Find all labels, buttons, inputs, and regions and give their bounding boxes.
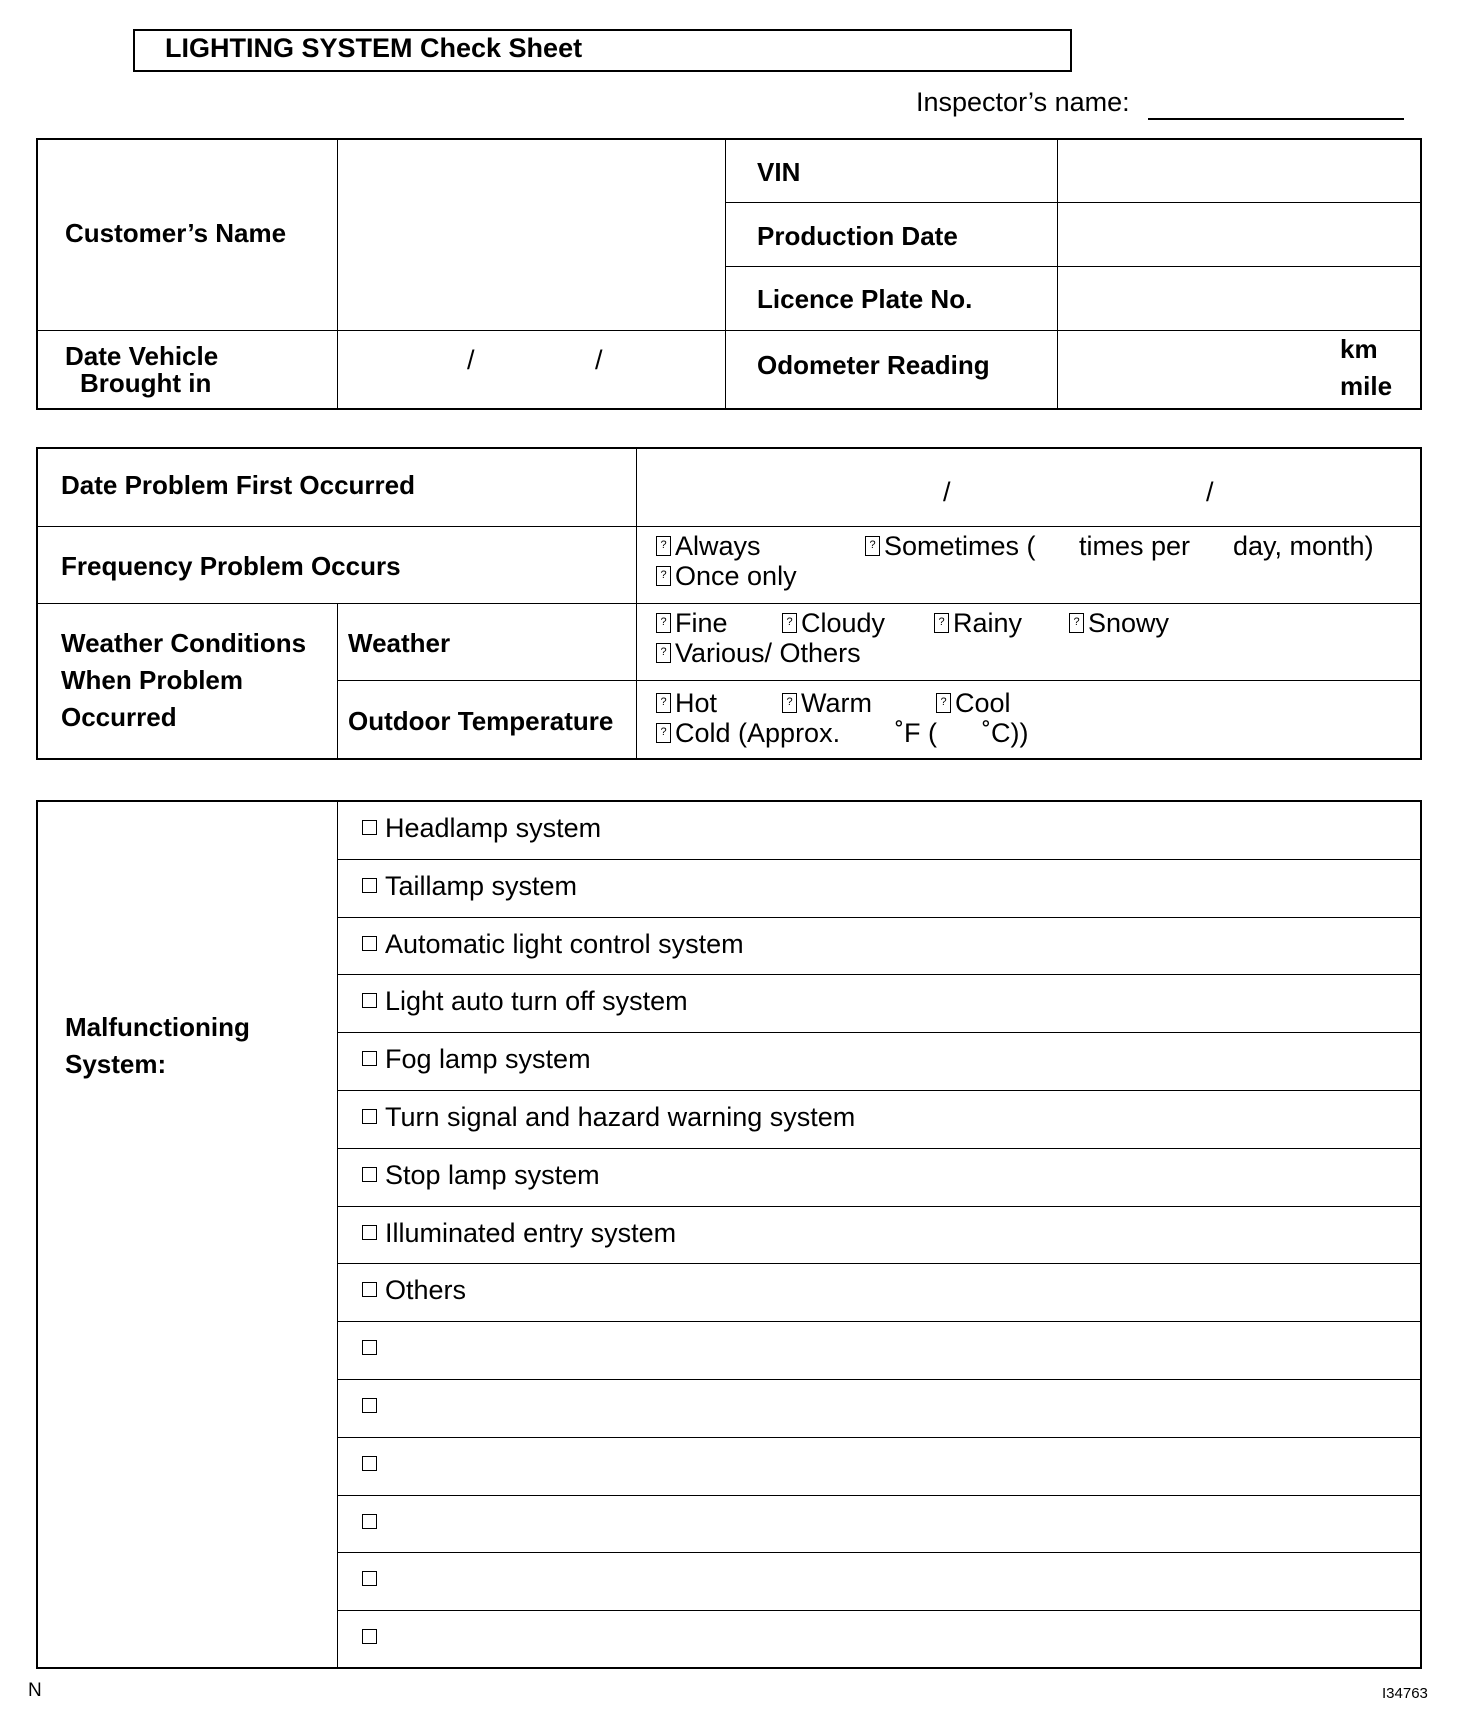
checkbox-icon[interactable] (362, 1456, 377, 1471)
divider (337, 1610, 1420, 1611)
temp-hot[interactable] (656, 688, 717, 719)
divider (337, 603, 338, 759)
freq-sometimes[interactable] (865, 531, 1036, 562)
divider (337, 1379, 1420, 1380)
freq-once[interactable] (656, 561, 797, 592)
divider (337, 801, 338, 1668)
malfunction-item-label: Turn signal and hazard warning system (385, 1102, 856, 1132)
divider (337, 1148, 1420, 1149)
malfunction-item[interactable] (362, 1507, 385, 1538)
divider (337, 1437, 1420, 1438)
malfunction-item[interactable] (362, 1391, 385, 1422)
divider (37, 330, 1420, 331)
malfunction-item-label: Illuminated entry system (385, 1218, 677, 1248)
malfunction-item[interactable] (362, 871, 577, 902)
weather-label: Weather (348, 628, 451, 658)
divider (1057, 139, 1058, 409)
malfunction-item[interactable] (362, 1102, 855, 1133)
checkbox-icon[interactable] (362, 1051, 377, 1066)
malfunctioning-label-1: Malfunctioning (65, 1012, 250, 1042)
divider (337, 1032, 1420, 1033)
malfunction-item[interactable] (362, 813, 601, 844)
checkbox-icon[interactable] (362, 1225, 377, 1240)
malfunction-item[interactable] (362, 986, 688, 1017)
checkbox-icon[interactable] (362, 1398, 377, 1413)
divider (337, 1206, 1420, 1207)
malfunction-item[interactable] (362, 1333, 385, 1364)
divider (337, 1263, 1420, 1264)
checkbox-icon[interactable] (362, 820, 377, 835)
freq-day-month: day, month) (1233, 531, 1374, 561)
temp-cool-label: Cool (955, 688, 1011, 718)
temp-warm[interactable] (782, 688, 872, 719)
vin-label: VIN (757, 157, 801, 187)
odometer-label: Odometer Reading (757, 350, 990, 380)
freq-times-per: times per (1079, 531, 1191, 561)
unit-mile: mile (1340, 371, 1393, 401)
malfunction-item-label: Stop lamp system (385, 1160, 600, 1190)
checkbox-icon[interactable] (362, 1629, 377, 1644)
footer-figure-code: I34763 (1382, 1685, 1428, 1702)
checkbox-icon[interactable]: ? (656, 613, 671, 633)
malfunction-item-label: Others (385, 1275, 467, 1305)
divider (37, 603, 1420, 604)
freq-sometimes-label: Sometimes ( (884, 531, 1036, 561)
divider (725, 202, 1420, 203)
malfunction-item-label: Headlamp system (385, 813, 602, 843)
weather-rainy-label: Rainy (953, 608, 1023, 638)
weather-conditions-label-2: When Problem (61, 665, 244, 695)
frequency-label: Frequency Problem Occurs (61, 551, 401, 581)
weather-fine[interactable] (656, 608, 728, 639)
divider (337, 974, 1420, 975)
checkbox-icon[interactable] (362, 1571, 377, 1586)
weather-cloudy-label: Cloudy (801, 608, 886, 638)
inspector-name-field[interactable] (1148, 118, 1404, 120)
checkbox-icon[interactable]: ? (782, 693, 797, 713)
customer-table (36, 138, 1422, 410)
malfunction-item-label: Taillamp system (385, 871, 578, 901)
checkbox-icon[interactable]: ? (656, 536, 671, 556)
checkbox-icon[interactable] (362, 1109, 377, 1124)
date-separator: / (595, 345, 603, 375)
footer-left-code: N (28, 1680, 42, 1701)
weather-conditions-label-1: Weather Conditions (61, 628, 307, 658)
checkbox-icon[interactable]: ? (782, 613, 797, 633)
date-separator: / (467, 345, 475, 375)
weather-conditions-label-3: Occurred (61, 702, 177, 732)
temp-cold[interactable] (656, 718, 840, 749)
temp-hot-label: Hot (675, 688, 718, 718)
weather-snowy-label: Snowy (1088, 608, 1170, 638)
page-title: LIGHTING SYSTEM Check Sheet (165, 33, 583, 63)
malfunction-item[interactable] (362, 1160, 600, 1191)
checkbox-icon[interactable]: ? (936, 693, 951, 713)
checkbox-icon[interactable]: ? (865, 536, 880, 556)
weather-various-label: Various/ Others (675, 638, 861, 668)
malfunction-item[interactable] (362, 1044, 591, 1075)
divider (725, 139, 726, 409)
divider (337, 680, 1420, 681)
checkbox-icon[interactable]: ? (656, 566, 671, 586)
production-date-label: Production Date (757, 221, 958, 251)
date-first-occurred-label: Date Problem First Occurred (61, 470, 415, 500)
weather-various[interactable] (656, 638, 861, 669)
malfunction-item-label: Fog lamp system (385, 1044, 591, 1074)
inspector-label: Inspector’s name: (916, 87, 1130, 117)
freq-once-label: Once only (675, 561, 797, 591)
divider (337, 1552, 1420, 1553)
malfunction-item-label: Automatic light control system (385, 929, 744, 959)
divider (337, 1321, 1420, 1322)
checkbox-icon[interactable] (362, 1282, 377, 1297)
malfunctioning-label-2: System: (65, 1049, 167, 1079)
weather-snowy[interactable] (1069, 608, 1169, 639)
temp-cold-label: Cold (Approx. (675, 718, 841, 748)
divider (337, 1495, 1420, 1496)
weather-cloudy[interactable] (782, 608, 885, 639)
temp-cool[interactable] (936, 688, 1011, 719)
date-separator: / (1206, 477, 1214, 507)
temp-celsius: ˚C)) (982, 718, 1029, 748)
checkbox-icon[interactable] (362, 993, 377, 1008)
weather-rainy[interactable] (934, 608, 1022, 639)
checkbox-icon[interactable] (362, 936, 377, 951)
divider (337, 1090, 1420, 1091)
temp-fahrenheit: ˚F ( (895, 718, 937, 748)
malfunction-item[interactable] (362, 1564, 385, 1595)
licence-plate-label: Licence Plate No. (757, 284, 973, 314)
checkbox-icon[interactable] (362, 1514, 377, 1529)
weather-fine-label: Fine (675, 608, 728, 638)
customer-name-label: Customer’s Name (65, 218, 287, 248)
divider (337, 139, 338, 409)
checkbox-icon[interactable]: ? (656, 723, 671, 743)
freq-always[interactable] (656, 531, 761, 562)
checkbox-icon[interactable]: ? (934, 613, 949, 633)
divider (725, 266, 1420, 267)
divider (37, 526, 1420, 527)
malfunction-item-label: Light auto turn off system (385, 986, 688, 1016)
checkbox-icon[interactable]: ? (656, 643, 671, 663)
date-vehicle-label-line2: Brought in (80, 368, 212, 398)
divider (337, 917, 1420, 918)
outdoor-temperature-label: Outdoor Temperature (348, 706, 614, 736)
date-vehicle-label-line1: Date Vehicle (65, 341, 219, 371)
checkbox-icon[interactable] (362, 1340, 377, 1355)
date-separator: / (943, 477, 951, 507)
malfunction-item[interactable] (362, 1449, 385, 1480)
freq-always-label: Always (675, 531, 761, 561)
checkbox-icon[interactable] (362, 878, 377, 893)
checkbox-icon[interactable] (362, 1167, 377, 1182)
divider (337, 859, 1420, 860)
checkbox-icon[interactable]: ? (1069, 613, 1084, 633)
malfunction-item[interactable] (362, 929, 744, 960)
malfunction-item[interactable] (362, 1218, 676, 1249)
temp-warm-label: Warm (801, 688, 872, 718)
unit-km: km (1340, 334, 1378, 364)
malfunction-item[interactable] (362, 1275, 466, 1306)
checkbox-icon[interactable]: ? (656, 693, 671, 713)
malfunction-item[interactable] (362, 1622, 385, 1653)
